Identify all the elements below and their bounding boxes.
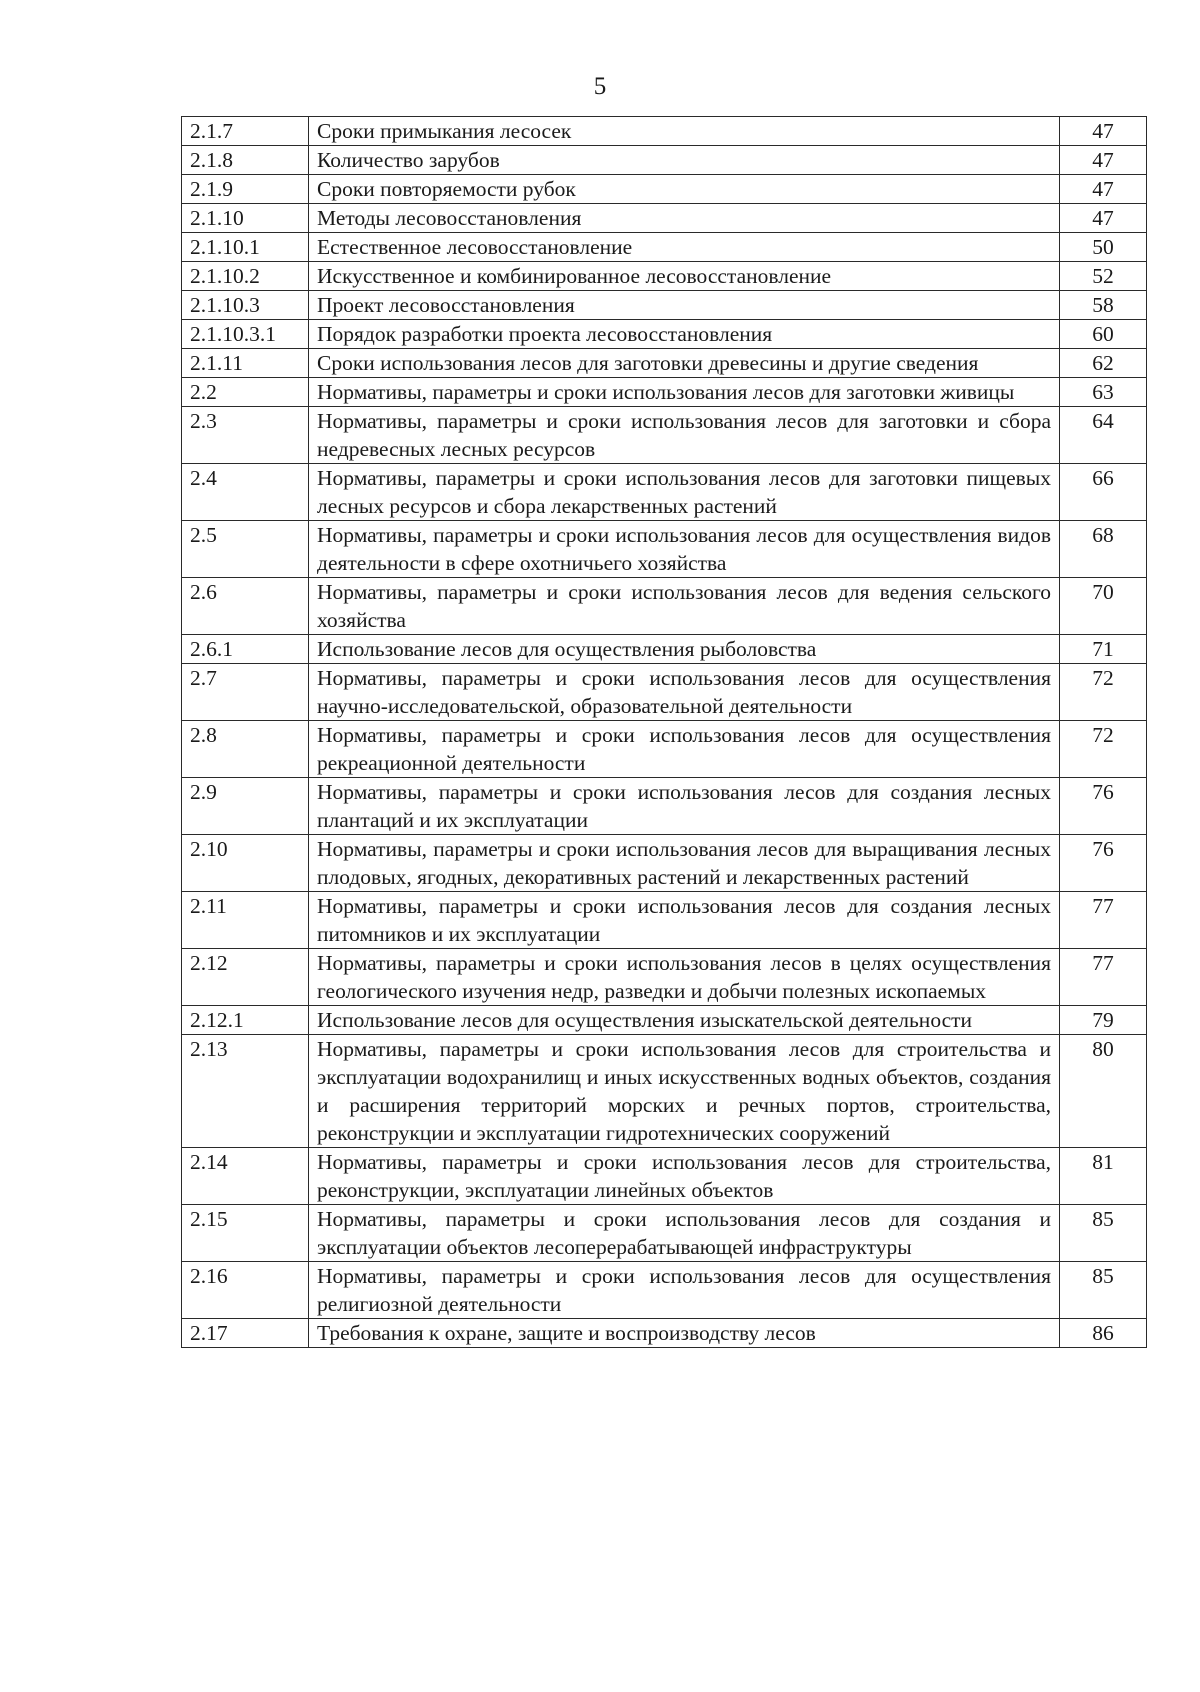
section-number: 2.1.10: [182, 204, 309, 233]
section-title: Количество зарубов: [309, 146, 1060, 175]
section-number: 2.12.1: [182, 1006, 309, 1035]
section-number: 2.10: [182, 835, 309, 892]
section-page: 79: [1060, 1006, 1147, 1035]
section-title: Нормативы, параметры и сроки использования лесов для создания и эксплуатации объектов лесоперерабатывающей инфраструктуры: [309, 1205, 1060, 1262]
section-page: 60: [1060, 320, 1147, 349]
page-number: 5: [593, 73, 607, 100]
section-number: 2.1.10.2: [182, 262, 309, 291]
toc-row: [182, 175, 1147, 204]
section-title: Нормативы, параметры и сроки использования лесов для осуществления научно-исследовательской, образовательной деятельности: [309, 664, 1060, 721]
toc-row: [182, 262, 1147, 291]
section-title: Нормативы, параметры и сроки использования лесов для заготовки живицы: [309, 378, 1060, 407]
section-page: 76: [1060, 778, 1147, 835]
section-number: 2.17: [182, 1319, 309, 1348]
section-page: 62: [1060, 349, 1147, 378]
toc-row: [182, 291, 1147, 320]
section-page: 86: [1060, 1319, 1147, 1348]
section-page: 58: [1060, 291, 1147, 320]
toc-row: [182, 378, 1147, 407]
toc-row: [182, 349, 1147, 378]
toc-row: [182, 146, 1147, 175]
section-title: Сроки использования лесов для заготовки древесины и другие сведения: [309, 349, 1060, 378]
section-number: 2.14: [182, 1148, 309, 1205]
toc-row: [182, 1262, 1147, 1319]
section-title: Порядок разработки проекта лесовосстановления: [309, 320, 1060, 349]
section-number: 2.1.11: [182, 349, 309, 378]
section-number: 2.15: [182, 1205, 309, 1262]
section-number: 2.13: [182, 1035, 309, 1148]
toc-row: [182, 1319, 1147, 1348]
section-title: Требования к охране, защите и воспроизводству лесов: [309, 1319, 1060, 1348]
toc-row: [182, 1035, 1147, 1148]
section-page: 68: [1060, 521, 1147, 578]
section-page: 63: [1060, 378, 1147, 407]
section-title: Методы лесовосстановления: [309, 204, 1060, 233]
toc-row: [182, 320, 1147, 349]
section-title: Использование лесов для осуществления рыболовства: [309, 635, 1060, 664]
section-page: 72: [1060, 664, 1147, 721]
section-number: 2.16: [182, 1262, 309, 1319]
section-number: 2.6: [182, 578, 309, 635]
section-number: 2.1.10.1: [182, 233, 309, 262]
section-number: 2.1.10.3: [182, 291, 309, 320]
section-number: 2.2: [182, 378, 309, 407]
section-title: Естественное лесовосстановление: [309, 233, 1060, 262]
section-number: 2.9: [182, 778, 309, 835]
section-page: 80: [1060, 1035, 1147, 1148]
toc-row: [182, 892, 1147, 949]
section-title: Нормативы, параметры и сроки использования лесов для заготовки и сбора недревесных лесных ресурсов: [309, 407, 1060, 464]
toc-row: [182, 835, 1147, 892]
section-number: 2.3: [182, 407, 309, 464]
section-title: Нормативы, параметры и сроки использования лесов в целях осуществления геологического изучения недр, разведки и добычи полезных ископаемых: [309, 949, 1060, 1006]
section-number: 2.4: [182, 464, 309, 521]
section-page: 71: [1060, 635, 1147, 664]
section-number: 2.1.7: [182, 117, 309, 146]
section-page: 47: [1060, 175, 1147, 204]
section-page: 47: [1060, 204, 1147, 233]
toc-row: [182, 949, 1147, 1006]
toc-row: [182, 721, 1147, 778]
section-page: 70: [1060, 578, 1147, 635]
table-of-contents: [181, 116, 1147, 1348]
section-page: 64: [1060, 407, 1147, 464]
section-number: 2.1.8: [182, 146, 309, 175]
section-title: Нормативы, параметры и сроки использования лесов для ведения сельского хозяйства: [309, 578, 1060, 635]
toc-row: [182, 635, 1147, 664]
toc-row: [182, 233, 1147, 262]
section-page: 47: [1060, 117, 1147, 146]
section-number: 2.5: [182, 521, 309, 578]
toc-row: [182, 204, 1147, 233]
toc-row: [182, 664, 1147, 721]
toc-body: [182, 117, 1147, 1348]
section-title: Сроки повторяемости рубок: [309, 175, 1060, 204]
section-page: 50: [1060, 233, 1147, 262]
toc-row: [182, 521, 1147, 578]
section-title: Нормативы, параметры и сроки использования лесов для осуществления рекреационной деятельности: [309, 721, 1060, 778]
section-page: 77: [1060, 949, 1147, 1006]
section-title: Нормативы, параметры и сроки использования лесов для строительства и эксплуатации водохранилищ и иных искусственных водных объектов, создания и расширения территорий морских и речных портов, строительства, реконструкции и эксплуатации гидротехнических сооружений: [309, 1035, 1060, 1148]
section-number: 2.7: [182, 664, 309, 721]
toc-row: [182, 1205, 1147, 1262]
section-number: 2.1.10.3.1: [182, 320, 309, 349]
toc-row: [182, 578, 1147, 635]
section-page: 76: [1060, 835, 1147, 892]
toc-row: [182, 117, 1147, 146]
section-page: 66: [1060, 464, 1147, 521]
section-title: Проект лесовосстановления: [309, 291, 1060, 320]
section-page: 85: [1060, 1205, 1147, 1262]
section-number: 2.11: [182, 892, 309, 949]
section-title: Искусственное и комбинированное лесовосстановление: [309, 262, 1060, 291]
section-page: 85: [1060, 1262, 1147, 1319]
section-title: Нормативы, параметры и сроки использования лесов для создания лесных питомников и их эксплуатации: [309, 892, 1060, 949]
section-number: 2.8: [182, 721, 309, 778]
section-page: 52: [1060, 262, 1147, 291]
section-page: 77: [1060, 892, 1147, 949]
toc-row: [182, 1006, 1147, 1035]
section-title: Нормативы, параметры и сроки использования лесов для выращивания лесных плодовых, ягодных, декоративных растений и лекарственных растений: [309, 835, 1060, 892]
section-page: 81: [1060, 1148, 1147, 1205]
section-title: Нормативы, параметры и сроки использования лесов для осуществления религиозной деятельности: [309, 1262, 1060, 1319]
toc-row: [182, 407, 1147, 464]
section-number: 2.6.1: [182, 635, 309, 664]
section-page: 72: [1060, 721, 1147, 778]
toc-row: [182, 1148, 1147, 1205]
section-number: 2.1.9: [182, 175, 309, 204]
toc-row: [182, 778, 1147, 835]
section-title: Использование лесов для осуществления изыскательской деятельности: [309, 1006, 1060, 1035]
section-number: 2.12: [182, 949, 309, 1006]
section-title: Нормативы, параметры и сроки использования лесов для строительства, реконструкции, эксплуатации линейных объектов: [309, 1148, 1060, 1205]
section-title: Нормативы, параметры и сроки использования лесов для создания лесных плантаций и их эксплуатации: [309, 778, 1060, 835]
section-page: 47: [1060, 146, 1147, 175]
section-title: Нормативы, параметры и сроки использования лесов для заготовки пищевых лесных ресурсов и сбора лекарственных растений: [309, 464, 1060, 521]
section-title: Нормативы, параметры и сроки использования лесов для осуществления видов деятельности в сфере охотничьего хозяйства: [309, 521, 1060, 578]
section-title: Сроки примыкания лесосек: [309, 117, 1060, 146]
toc-row: [182, 464, 1147, 521]
